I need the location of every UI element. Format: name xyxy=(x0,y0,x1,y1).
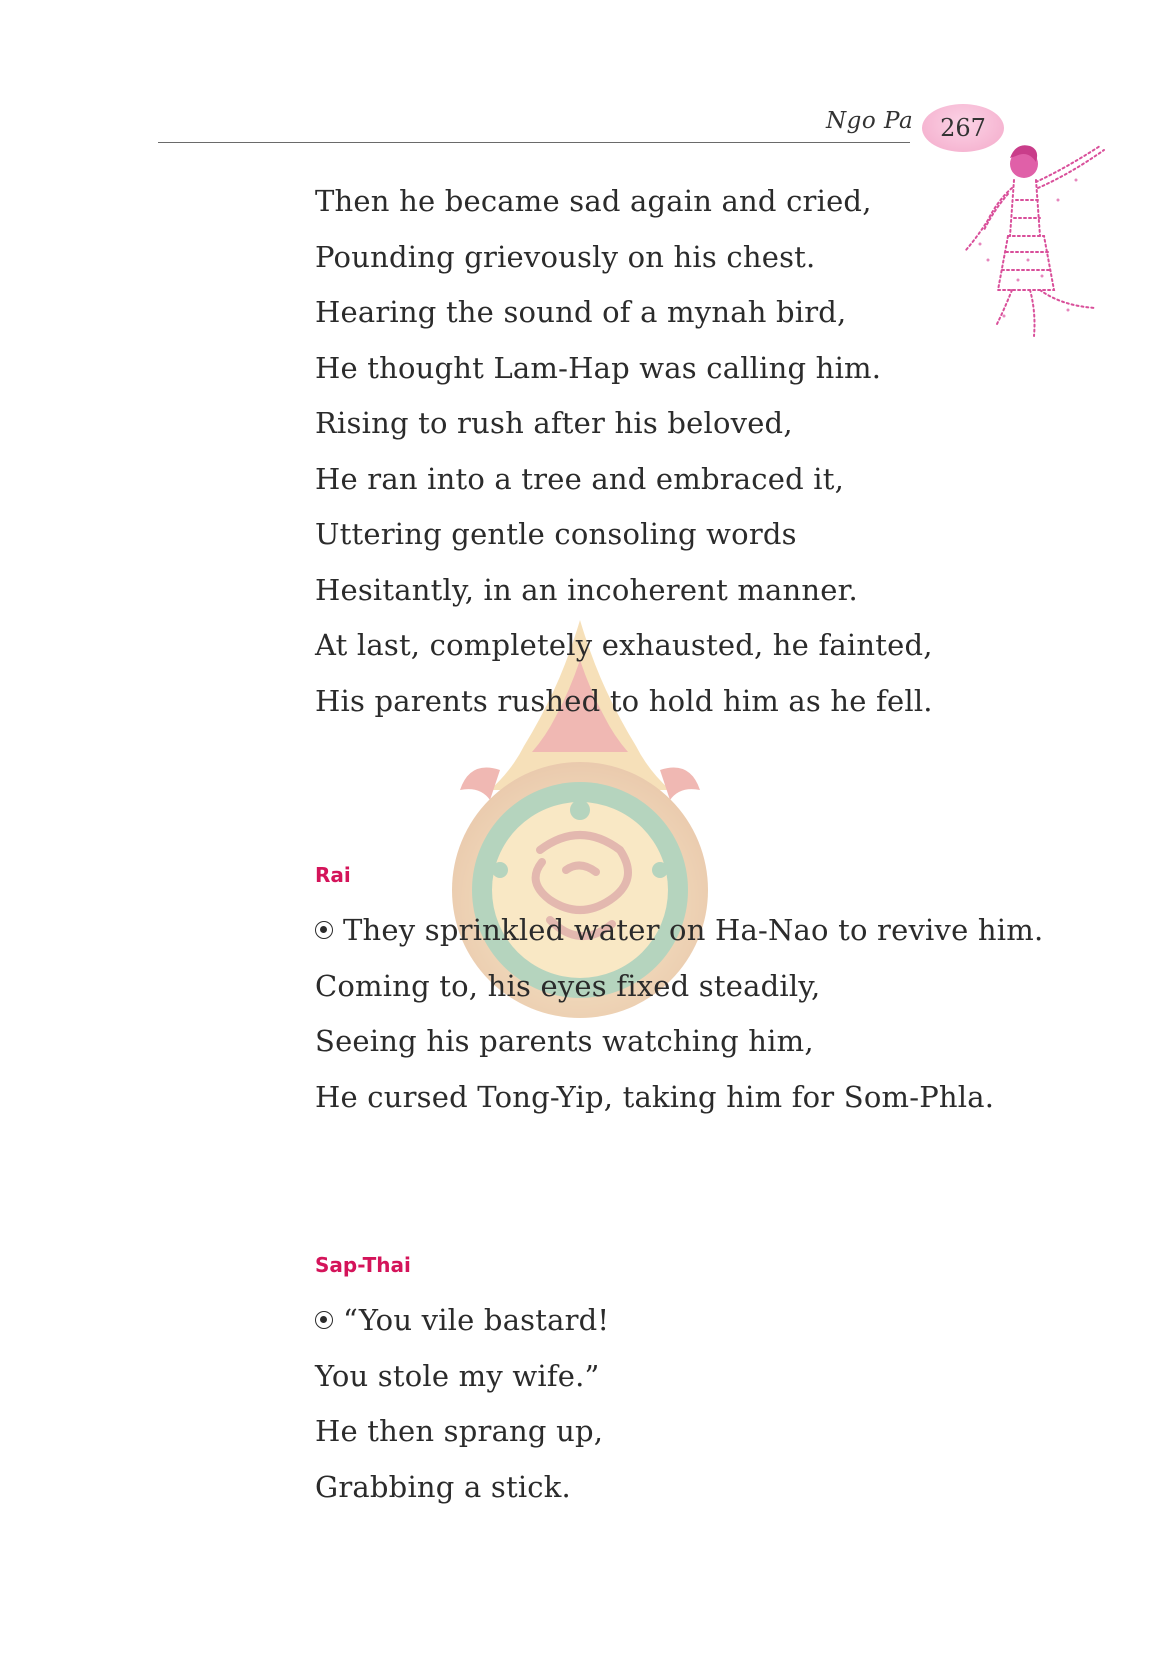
running-title: Ngo Pa xyxy=(826,108,914,134)
stanza-sap-thai xyxy=(315,1293,609,1515)
verse-line: Grabbing a stick. xyxy=(315,1469,571,1504)
circled-dot-bullet-icon xyxy=(315,1311,333,1329)
section-label-sap-thai: Sap-Thai xyxy=(315,1253,411,1277)
section-label-rai: Rai xyxy=(315,863,351,887)
verse-line: He ran into a tree and embraced it, xyxy=(315,461,845,496)
verse-line: Rising to rush after his beloved, xyxy=(315,406,793,440)
verse-line: Hesitantly, in an incoherent manner. xyxy=(315,572,858,607)
header-rule xyxy=(158,142,910,143)
stanza-rai xyxy=(315,903,1043,1125)
verse-line: Then he became sad again and cried, xyxy=(315,184,872,218)
verse-line: Pounding grievously on his chest. xyxy=(315,239,816,274)
verse-line-text: “You vile bastard! xyxy=(343,1303,610,1337)
verse-line: He cursed Tong-Yip, taking him for Som-Phla. xyxy=(315,1079,995,1114)
verse-line: He thought Lam-Hap was calling him. xyxy=(315,350,882,385)
verse-line: He then sprang up, xyxy=(315,1414,604,1448)
verse-line-bulleted xyxy=(315,1293,609,1349)
verse-line-bulleted xyxy=(315,903,1043,959)
dancer-illustration-icon xyxy=(958,140,1118,340)
verse-line: Hearing the sound of a mynah bird, xyxy=(315,295,847,329)
verse-line: Coming to, his eyes fixed steadily, xyxy=(315,968,821,1003)
verse-line: Uttering gentle consoling words xyxy=(315,517,797,551)
verse-line: His parents rushed to hold him as he fell. xyxy=(315,683,933,718)
page-number: 267 xyxy=(940,114,986,142)
verse-line: At last, completely exhausted, he fainted, xyxy=(315,628,933,662)
circled-dot-bullet-icon xyxy=(315,921,333,939)
verse-line-text: They sprinkled water on Ha-Nao to revive him. xyxy=(343,913,1044,947)
verse-line: You stole my wife.” xyxy=(315,1358,600,1393)
verse-line: Seeing his parents watching him, xyxy=(315,1024,814,1058)
stanza-1 xyxy=(315,174,933,729)
